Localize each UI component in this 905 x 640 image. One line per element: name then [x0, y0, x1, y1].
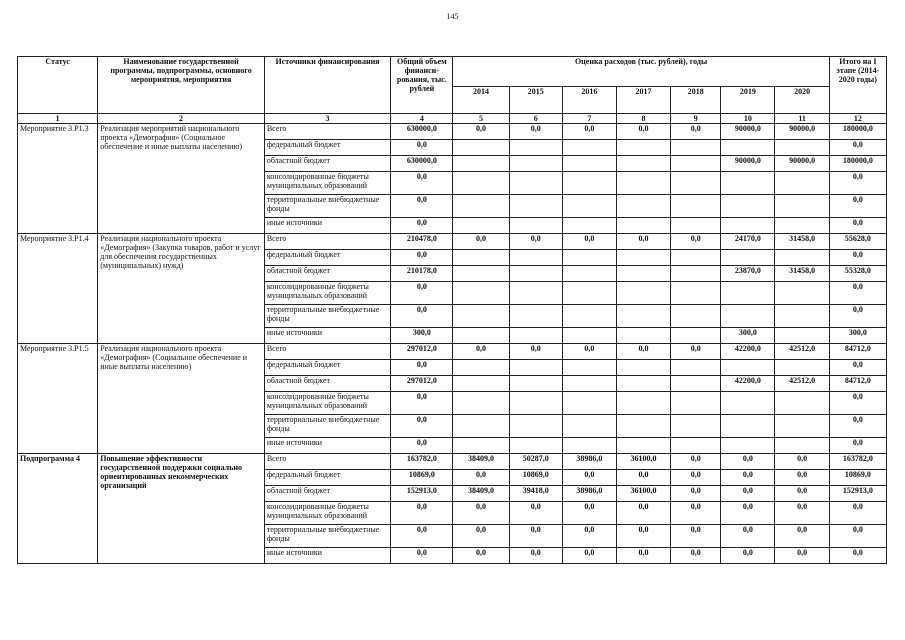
year-value [453, 140, 509, 156]
year-value: 0,0 [721, 502, 775, 525]
funding-source: Всего [264, 344, 390, 360]
year-value: 0,0 [671, 525, 721, 548]
year-value: 0,0 [562, 502, 616, 525]
year-value [616, 195, 670, 218]
funding-source: областной бюджет [264, 376, 390, 392]
row-name: Реализация мероприятий национального проекта «Демография» (Социальное обеспечение и иные выплаты населению) [98, 124, 265, 234]
year-value: 0,0 [562, 548, 616, 564]
itogo-value: 180000,0 [829, 124, 886, 140]
year-value [721, 360, 775, 376]
itogo-value: 0,0 [829, 438, 886, 454]
funding-source: иные источники [264, 438, 390, 454]
total-value: 0,0 [391, 250, 453, 266]
year-value: 0,0 [509, 124, 562, 140]
funding-source: консолидированные бюджеты муниципальных образований [264, 392, 390, 415]
itogo-value: 0,0 [829, 502, 886, 525]
year-value [453, 218, 509, 234]
year-value [562, 140, 616, 156]
year-value [775, 250, 829, 266]
year-value: 0,0 [671, 502, 721, 525]
funding-source: Всего [264, 234, 390, 250]
year-value [671, 328, 721, 344]
funding-source: федеральный бюджет [264, 470, 390, 486]
year-value [775, 282, 829, 305]
table-body [18, 124, 887, 564]
header-sources: Источники финансирования [264, 57, 390, 114]
funding-source: консолидированные бюджеты муниципальных образований [264, 282, 390, 305]
header-year: 2015 [509, 87, 562, 114]
row-status: Мероприятие 3.Р1.4 [18, 234, 98, 344]
itogo-value: 0,0 [829, 195, 886, 218]
year-value: 50287,0 [509, 454, 562, 470]
header-total: Общий объем финанси-рования, тыс. рублей [391, 57, 453, 114]
year-value [775, 392, 829, 415]
year-value [509, 218, 562, 234]
year-value [721, 218, 775, 234]
year-value [616, 438, 670, 454]
year-value: 0,0 [509, 234, 562, 250]
year-value: 0,0 [721, 548, 775, 564]
itogo-value: 300,0 [829, 328, 886, 344]
itogo-value: 0,0 [829, 548, 886, 564]
itogo-value: 55328,0 [829, 266, 886, 282]
header-year: 2020 [775, 87, 829, 114]
total-value: 0,0 [391, 305, 453, 328]
page-number: 145 [446, 12, 459, 21]
row-status: Подпрограмма 4 [18, 454, 98, 564]
year-value [775, 328, 829, 344]
year-value [509, 392, 562, 415]
total-value: 210478,0 [391, 234, 453, 250]
header-itogo: Итого на I этапе (2014-2020 годы) [829, 57, 886, 114]
funding-source: иные источники [264, 218, 390, 234]
year-value: 0,0 [616, 525, 670, 548]
column-index: 4 [391, 114, 453, 124]
year-value [671, 266, 721, 282]
total-value: 0,0 [391, 360, 453, 376]
total-value: 0,0 [391, 172, 453, 195]
year-value [721, 305, 775, 328]
funding-source: областной бюджет [264, 156, 390, 172]
year-value: 31458,0 [775, 266, 829, 282]
column-index-row [18, 114, 887, 124]
year-value [671, 250, 721, 266]
table-row [18, 234, 887, 250]
itogo-value: 0,0 [829, 525, 886, 548]
column-index: 5 [453, 114, 509, 124]
year-value: 0,0 [721, 486, 775, 502]
year-value: 90000,0 [721, 124, 775, 140]
year-value: 0,0 [453, 344, 509, 360]
funding-source: иные источники [264, 548, 390, 564]
year-value [671, 392, 721, 415]
year-value [562, 305, 616, 328]
year-value [453, 360, 509, 376]
header-year: 2014 [453, 87, 509, 114]
year-value [671, 376, 721, 392]
total-value: 0,0 [391, 438, 453, 454]
year-value: 0,0 [509, 344, 562, 360]
year-value [671, 218, 721, 234]
year-value [721, 282, 775, 305]
year-value: 0,0 [775, 502, 829, 525]
year-value [509, 156, 562, 172]
itogo-value: 0,0 [829, 392, 886, 415]
year-value [671, 282, 721, 305]
year-value [616, 218, 670, 234]
row-name: Реализация национального проекта «Демография» (Закупка товаров, работ и услуг для обеспечения государственных (муниципальных) нужд) [98, 234, 265, 344]
header-year: 2016 [562, 87, 616, 114]
column-index: 8 [616, 114, 670, 124]
funding-source: областной бюджет [264, 266, 390, 282]
year-value: 38409,0 [453, 454, 509, 470]
year-value [671, 172, 721, 195]
itogo-value: 84712,0 [829, 344, 886, 360]
year-value [562, 328, 616, 344]
year-value: 0,0 [562, 344, 616, 360]
total-value: 297012,0 [391, 376, 453, 392]
year-value: 0,0 [721, 525, 775, 548]
year-value: 0,0 [775, 548, 829, 564]
year-value [453, 305, 509, 328]
funding-source: территориальные внебюджетные фонды [264, 415, 390, 438]
year-value [562, 218, 616, 234]
year-value: 23870,0 [721, 266, 775, 282]
year-value [509, 195, 562, 218]
funding-source: территориальные внебюджетные фонды [264, 305, 390, 328]
year-value: 300,0 [721, 328, 775, 344]
year-value: 24170,0 [721, 234, 775, 250]
total-value: 0,0 [391, 525, 453, 548]
year-value: 0,0 [453, 502, 509, 525]
year-value [509, 438, 562, 454]
itogo-value: 180000,0 [829, 156, 886, 172]
year-value [616, 415, 670, 438]
year-value [509, 266, 562, 282]
year-value: 0,0 [616, 548, 670, 564]
year-value: 0,0 [562, 234, 616, 250]
year-value: 42200,0 [721, 344, 775, 360]
year-value: 0,0 [562, 525, 616, 548]
table-header [18, 57, 887, 124]
year-value [562, 282, 616, 305]
itogo-value: 55628,0 [829, 234, 886, 250]
total-value: 0,0 [391, 140, 453, 156]
year-value: 90000,0 [721, 156, 775, 172]
year-value [562, 438, 616, 454]
year-value: 42512,0 [775, 376, 829, 392]
funding-source: Всего [264, 454, 390, 470]
year-value [671, 195, 721, 218]
year-value [721, 172, 775, 195]
year-value [616, 392, 670, 415]
year-value: 10869,0 [509, 470, 562, 486]
year-value [509, 328, 562, 344]
total-value: 630000,0 [391, 156, 453, 172]
year-value [453, 282, 509, 305]
funding-source: консолидированные бюджеты муниципальных образований [264, 502, 390, 525]
total-value: 0,0 [391, 548, 453, 564]
year-value [721, 438, 775, 454]
year-value: 0,0 [562, 470, 616, 486]
itogo-value: 0,0 [829, 305, 886, 328]
year-value [721, 195, 775, 218]
year-value [453, 172, 509, 195]
year-value [453, 392, 509, 415]
year-value [616, 250, 670, 266]
year-value [562, 360, 616, 376]
funding-source: областной бюджет [264, 486, 390, 502]
year-value [671, 140, 721, 156]
header-year: 2019 [721, 87, 775, 114]
year-value: 0,0 [509, 502, 562, 525]
year-value: 42512,0 [775, 344, 829, 360]
itogo-value: 0,0 [829, 250, 886, 266]
total-value: 630000,0 [391, 124, 453, 140]
year-value [616, 266, 670, 282]
total-value: 297012,0 [391, 344, 453, 360]
year-value: 0,0 [671, 470, 721, 486]
year-value [453, 376, 509, 392]
header-year: 2017 [616, 87, 670, 114]
year-value: 0,0 [671, 344, 721, 360]
itogo-value: 0,0 [829, 218, 886, 234]
year-value: 0,0 [453, 124, 509, 140]
itogo-value: 0,0 [829, 140, 886, 156]
year-value [562, 376, 616, 392]
year-value [616, 376, 670, 392]
year-value [509, 250, 562, 266]
year-value [671, 438, 721, 454]
itogo-value: 84712,0 [829, 376, 886, 392]
header-estimate: Оценка расходов (тыс. рублей), годы [453, 57, 829, 87]
year-value: 0,0 [453, 234, 509, 250]
column-index: 10 [721, 114, 775, 124]
year-value [453, 195, 509, 218]
total-value: 0,0 [391, 415, 453, 438]
total-value: 0,0 [391, 282, 453, 305]
year-value [509, 282, 562, 305]
year-value [453, 156, 509, 172]
year-value [616, 172, 670, 195]
year-value: 0,0 [509, 525, 562, 548]
table-row [18, 344, 887, 360]
row-name: Повышение эффективности государственной поддержки социально ориентированных некоммерческих организаций [98, 454, 265, 564]
year-value [509, 376, 562, 392]
year-value [616, 282, 670, 305]
budget-table [17, 56, 887, 564]
year-value: 0,0 [671, 124, 721, 140]
year-value: 0,0 [671, 234, 721, 250]
year-value [671, 305, 721, 328]
year-value: 0,0 [562, 124, 616, 140]
total-value: 10869,0 [391, 470, 453, 486]
year-value: 0,0 [453, 548, 509, 564]
year-value [562, 172, 616, 195]
table-row [18, 124, 887, 140]
funding-source: федеральный бюджет [264, 250, 390, 266]
column-index: 3 [264, 114, 390, 124]
year-value: 0,0 [721, 470, 775, 486]
year-value: 38986,0 [562, 486, 616, 502]
year-value [453, 415, 509, 438]
itogo-value: 0,0 [829, 172, 886, 195]
year-value: 0,0 [453, 525, 509, 548]
itogo-value: 0,0 [829, 360, 886, 376]
header-status: Статус [18, 57, 98, 114]
year-value: 42200,0 [721, 376, 775, 392]
year-value: 0,0 [616, 344, 670, 360]
funding-source: федеральный бюджет [264, 360, 390, 376]
header-name: Наименование государственной программы, подпрограммы, основного мероприятия, мероприятия [98, 57, 265, 114]
column-index: 9 [671, 114, 721, 124]
table-row [18, 454, 887, 470]
year-value [453, 250, 509, 266]
year-value [721, 250, 775, 266]
itogo-value: 163782,0 [829, 454, 886, 470]
year-value: 0,0 [616, 234, 670, 250]
column-index: 1 [18, 114, 98, 124]
year-value [775, 415, 829, 438]
year-value [616, 328, 670, 344]
year-value: 39418,0 [509, 486, 562, 502]
funding-source: иные источники [264, 328, 390, 344]
year-value: 90000,0 [775, 156, 829, 172]
column-index: 12 [829, 114, 886, 124]
column-index: 11 [775, 114, 829, 124]
column-index: 6 [509, 114, 562, 124]
year-value: 36100,0 [616, 454, 670, 470]
year-value [775, 172, 829, 195]
year-value: 0,0 [616, 470, 670, 486]
year-value [509, 172, 562, 195]
funding-source: территориальные внебюджетные фонды [264, 525, 390, 548]
year-value [616, 140, 670, 156]
year-value [562, 392, 616, 415]
year-value: 0,0 [775, 454, 829, 470]
year-value: 38409,0 [453, 486, 509, 502]
row-status: Мероприятие 3.Р1.5 [18, 344, 98, 454]
funding-source: консолидированные бюджеты муниципальных образований [264, 172, 390, 195]
total-value: 0,0 [391, 392, 453, 415]
year-value [616, 305, 670, 328]
year-value [562, 195, 616, 218]
year-value [509, 415, 562, 438]
year-value [453, 438, 509, 454]
total-value: 0,0 [391, 502, 453, 525]
year-value: 0,0 [775, 486, 829, 502]
year-value: 0,0 [775, 525, 829, 548]
year-value: 0,0 [453, 470, 509, 486]
itogo-value: 0,0 [829, 282, 886, 305]
year-value: 90000,0 [775, 124, 829, 140]
row-status: Мероприятие 3.Р1.3 [18, 124, 98, 234]
total-value: 163782,0 [391, 454, 453, 470]
funding-source: федеральный бюджет [264, 140, 390, 156]
year-value: 38986,0 [562, 454, 616, 470]
total-value: 0,0 [391, 218, 453, 234]
year-value: 0,0 [616, 124, 670, 140]
column-index: 7 [562, 114, 616, 124]
year-value [671, 360, 721, 376]
year-value: 0,0 [671, 548, 721, 564]
itogo-value: 0,0 [829, 415, 886, 438]
year-value: 0,0 [616, 502, 670, 525]
total-value: 0,0 [391, 195, 453, 218]
year-value: 0,0 [721, 454, 775, 470]
year-value [616, 360, 670, 376]
total-value: 152913,0 [391, 486, 453, 502]
year-value [775, 195, 829, 218]
year-value [775, 438, 829, 454]
total-value: 300,0 [391, 328, 453, 344]
funding-source: территориальные внебюджетные фонды [264, 195, 390, 218]
year-value [509, 305, 562, 328]
year-value [562, 156, 616, 172]
row-name: Реализация национального проекта «Демография» (Социальное обеспечение и иные выплаты населению) [98, 344, 265, 454]
year-value [721, 415, 775, 438]
year-value [775, 140, 829, 156]
year-value [775, 305, 829, 328]
year-value [509, 360, 562, 376]
year-value [562, 266, 616, 282]
year-value: 31458,0 [775, 234, 829, 250]
year-value [562, 250, 616, 266]
year-value [453, 328, 509, 344]
year-value [775, 360, 829, 376]
total-value: 210178,0 [391, 266, 453, 282]
itogo-value: 10869,0 [829, 470, 886, 486]
year-value [671, 156, 721, 172]
itogo-value: 152913,0 [829, 486, 886, 502]
year-value: 0,0 [509, 548, 562, 564]
year-value: 0,0 [671, 486, 721, 502]
year-value [616, 156, 670, 172]
year-value: 0,0 [775, 470, 829, 486]
year-value [775, 218, 829, 234]
year-value: 0,0 [671, 454, 721, 470]
year-value: 36100,0 [616, 486, 670, 502]
year-value [509, 140, 562, 156]
year-value [562, 415, 616, 438]
header-year: 2018 [671, 87, 721, 114]
column-index: 2 [98, 114, 265, 124]
year-value [721, 140, 775, 156]
funding-source: Всего [264, 124, 390, 140]
year-value [721, 392, 775, 415]
year-value [453, 266, 509, 282]
year-value [671, 415, 721, 438]
